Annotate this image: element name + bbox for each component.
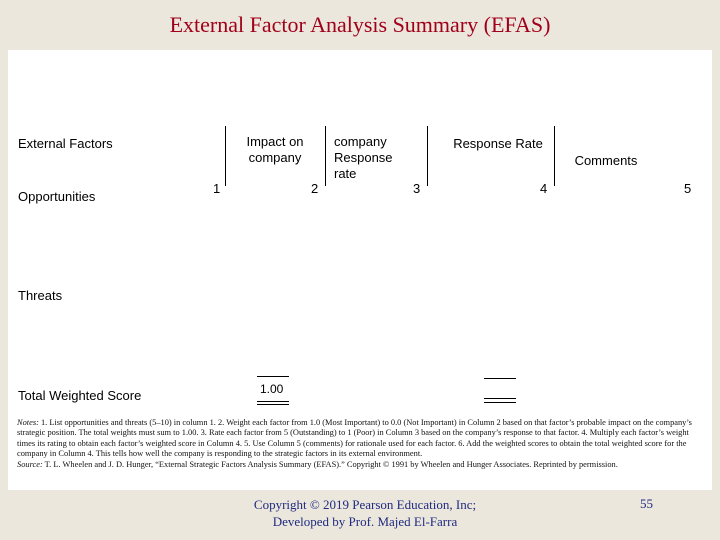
header-impact: Impact on company	[246, 134, 304, 165]
slide-title: External Factor Analysis Summary (EFAS)	[169, 12, 551, 37]
source-text: T. L. Wheelen and J. D. Hunger, “External Strategic Factors Analysis Summary (EFAS).” Copyright © 1991 by Wheelen and Hunger Associates. Reprinted by permission.	[42, 459, 618, 469]
row-label-opportunities: Opportunities	[18, 189, 96, 204]
column-number-2: 2	[311, 181, 319, 196]
header-external-factors: External Factors	[18, 136, 113, 151]
copyright-footer: Copyright © 2019 Pearson Education, Inc; Developed by Prof. Majed El-Farra	[253, 497, 477, 529]
notes-text: 1. List opportunities and threats (5–10) in column 1. 2. Weight each factor from 1.0 (Most Important) to 0.0 (Not Important) in Column 2 based on that factor’s probable impact on the company’s strategic position. The total weights must sum to 1.00. 3. Rate each factor from 5 (Outstanding) to 1 (Poor) in Column 3 based on the company’s response to that factor. 4. Multiply each factor’s weight times its rating to obtain each factor’s weighted score in Column 4. 5. Use Column 5 (comments) for rationale used for each factor. 6. Add the weighted scores to obtain the total weighted score for the company in Column 4. This tells how well the company is responding to the strategic factors in its external environment.	[17, 418, 692, 459]
total-overline	[257, 376, 289, 377]
column-divider	[427, 126, 428, 186]
column-number-1: 1	[213, 181, 221, 196]
column-divider	[225, 126, 226, 186]
notes-label: Notes:	[17, 418, 39, 427]
page-number: 55	[640, 496, 653, 511]
source-label: Source:	[17, 459, 43, 469]
header-comments: Comments	[574, 153, 638, 168]
column-number-4: 4	[540, 181, 548, 196]
score-underline	[484, 398, 516, 399]
column-divider	[325, 126, 326, 186]
header-response-rate: Response Rate	[453, 136, 543, 151]
score-overline	[484, 378, 516, 379]
header-company-response: company Response rate	[334, 134, 393, 181]
column-number-5: 5	[684, 181, 692, 196]
score-double-underline	[484, 402, 516, 403]
total-double-underline	[257, 404, 289, 405]
column-number-3: 3	[413, 181, 421, 196]
row-label-total: Total Weighted Score	[18, 388, 142, 403]
notes-block	[17, 418, 697, 470]
row-label-threats: Threats	[18, 288, 63, 303]
total-weight-value: 1.00	[260, 382, 284, 396]
total-underline	[257, 401, 289, 402]
column-divider	[554, 126, 555, 186]
